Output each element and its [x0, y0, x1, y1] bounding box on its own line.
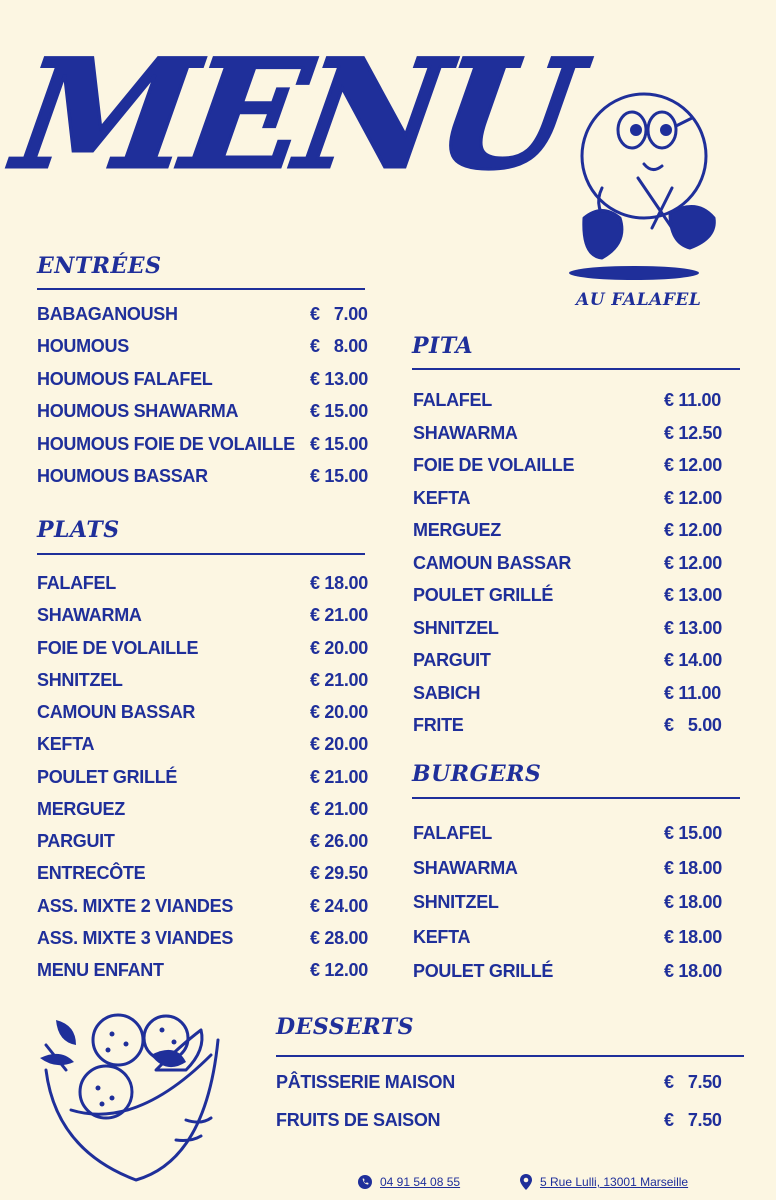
item-price: € 7.00 [310, 304, 368, 324]
item-price: € 11.00 [664, 682, 721, 703]
item-name: SHAWARMA [37, 605, 142, 626]
item-name: SHNITZEL [413, 892, 499, 912]
item-price: € 18.00 [664, 926, 722, 947]
item-name: POULET GRILLÉ [413, 961, 554, 981]
menu-title: MENU [5, 27, 583, 203]
section-title-desserts: DESSERTS [276, 1014, 415, 1040]
divider-desserts [276, 1055, 744, 1057]
item-name: PARGUIT [37, 831, 115, 851]
item-name: CAMOUN BASSAR [37, 702, 196, 722]
item-name: PARGUIT [413, 650, 491, 670]
item-name: SHNITZEL [413, 617, 499, 638]
item-name: FOIE DE VOLAILLE [37, 637, 199, 658]
item-price: € 18.00 [664, 857, 722, 878]
footer-phone [358, 1174, 460, 1189]
item-price: € 15.00 [310, 466, 368, 486]
item-name: MERGUEZ [413, 520, 501, 540]
item-price: € 12.00 [664, 487, 722, 508]
item-name: ASS. MIXTE 3 VIANDES [37, 927, 234, 948]
item-price: € 12.00 [664, 455, 722, 475]
section-title-entrees: ENTRÉES [37, 253, 162, 279]
item-name: SABICH [413, 682, 481, 703]
location-pin-icon [520, 1174, 532, 1190]
falafel-bowl-icon [36, 1000, 236, 1190]
item-name: HOUMOUS FOIE DE VOLAILLE [37, 433, 295, 454]
item-price: € 29.50 [310, 863, 368, 884]
item-name: FALAFEL [413, 823, 492, 843]
item-price: € 21.00 [310, 766, 368, 787]
item-price: € 24.00 [310, 895, 368, 916]
item-name: HOUMOUS [37, 336, 129, 357]
item-price: € 12.50 [664, 422, 722, 443]
item-price: € 13.00 [664, 617, 722, 638]
phone-icon [358, 1175, 372, 1189]
item-price: € 7.50 [664, 1072, 722, 1092]
divider-pita [412, 368, 740, 370]
item-name: SHNITZEL [37, 669, 123, 690]
address-text[interactable]: 5 Rue Lulli, 13001 Marseille [540, 1175, 689, 1189]
restaurant-name: AU FALAFEL [576, 290, 702, 310]
item-price: € 15.00 [310, 401, 368, 422]
item-price: € 11.00 [664, 390, 721, 410]
item-name: ASS. MIXTE 2 VIANDES [37, 895, 234, 916]
item-name: HOUMOUS FALAFEL [37, 368, 213, 389]
item-price: € 18.00 [310, 573, 368, 593]
section-title-pita: PITA [412, 333, 474, 359]
item-price: € 5.00 [664, 715, 722, 735]
item-price: € 13.00 [310, 368, 368, 389]
item-name: PÂTISSERIE MAISON [276, 1072, 455, 1092]
divider-plats [37, 553, 365, 555]
item-price: € 12.00 [664, 552, 722, 573]
item-name: POULET GRILLÉ [413, 585, 554, 605]
item-price: € 12.00 [664, 520, 722, 540]
item-price: € 15.00 [664, 823, 722, 843]
item-name: HOUMOUS SHAWARMA [37, 401, 239, 422]
item-price: € 21.00 [310, 669, 368, 690]
item-name: KEFTA [413, 487, 471, 508]
item-name: SHAWARMA [413, 857, 518, 878]
item-price: € 26.00 [310, 831, 368, 851]
item-name: FOIE DE VOLAILLE [413, 455, 575, 475]
item-name: FALAFEL [413, 390, 492, 410]
item-name: KEFTA [413, 926, 471, 947]
item-price: € 15.00 [310, 433, 368, 454]
item-name: BABAGANOUSH [37, 304, 178, 324]
item-name: HOUMOUS BASSAR [37, 466, 208, 486]
item-price: € 13.00 [664, 585, 722, 605]
footer-address [520, 1174, 688, 1190]
item-name: MERGUEZ [37, 798, 125, 819]
item-price: € 20.00 [310, 734, 368, 755]
item-name: MENU ENFANT [37, 960, 164, 980]
item-price: € 12.00 [310, 960, 368, 980]
divider-entrees [37, 288, 365, 290]
item-name: ENTRECÔTE [37, 863, 146, 884]
item-price: € 20.00 [310, 637, 368, 658]
item-name: POULET GRILLÉ [37, 766, 178, 787]
item-name: SHAWARMA [413, 422, 518, 443]
item-price: € 20.00 [310, 702, 368, 722]
item-price: € 21.00 [310, 798, 368, 819]
item-name: KEFTA [37, 734, 95, 755]
falafel-mascot-icon [562, 78, 722, 283]
section-title-plats: PLATS [37, 517, 120, 543]
item-price: € 7.50 [664, 1110, 722, 1130]
item-price: € 8.00 [310, 336, 368, 357]
item-price: € 21.00 [310, 605, 368, 626]
divider-burgers [412, 797, 740, 799]
item-name: FRUITS DE SAISON [276, 1110, 441, 1130]
phone-number[interactable]: 04 91 54 08 55 [380, 1174, 461, 1189]
item-price: € 28.00 [310, 927, 368, 948]
item-price: € 18.00 [664, 892, 722, 912]
item-name: FRITE [413, 715, 464, 735]
item-name: CAMOUN BASSAR [413, 552, 572, 573]
item-price: € 18.00 [664, 961, 722, 981]
item-name: FALAFEL [37, 573, 116, 593]
section-title-burgers: BURGERS [412, 761, 542, 787]
item-price: € 14.00 [664, 650, 722, 670]
